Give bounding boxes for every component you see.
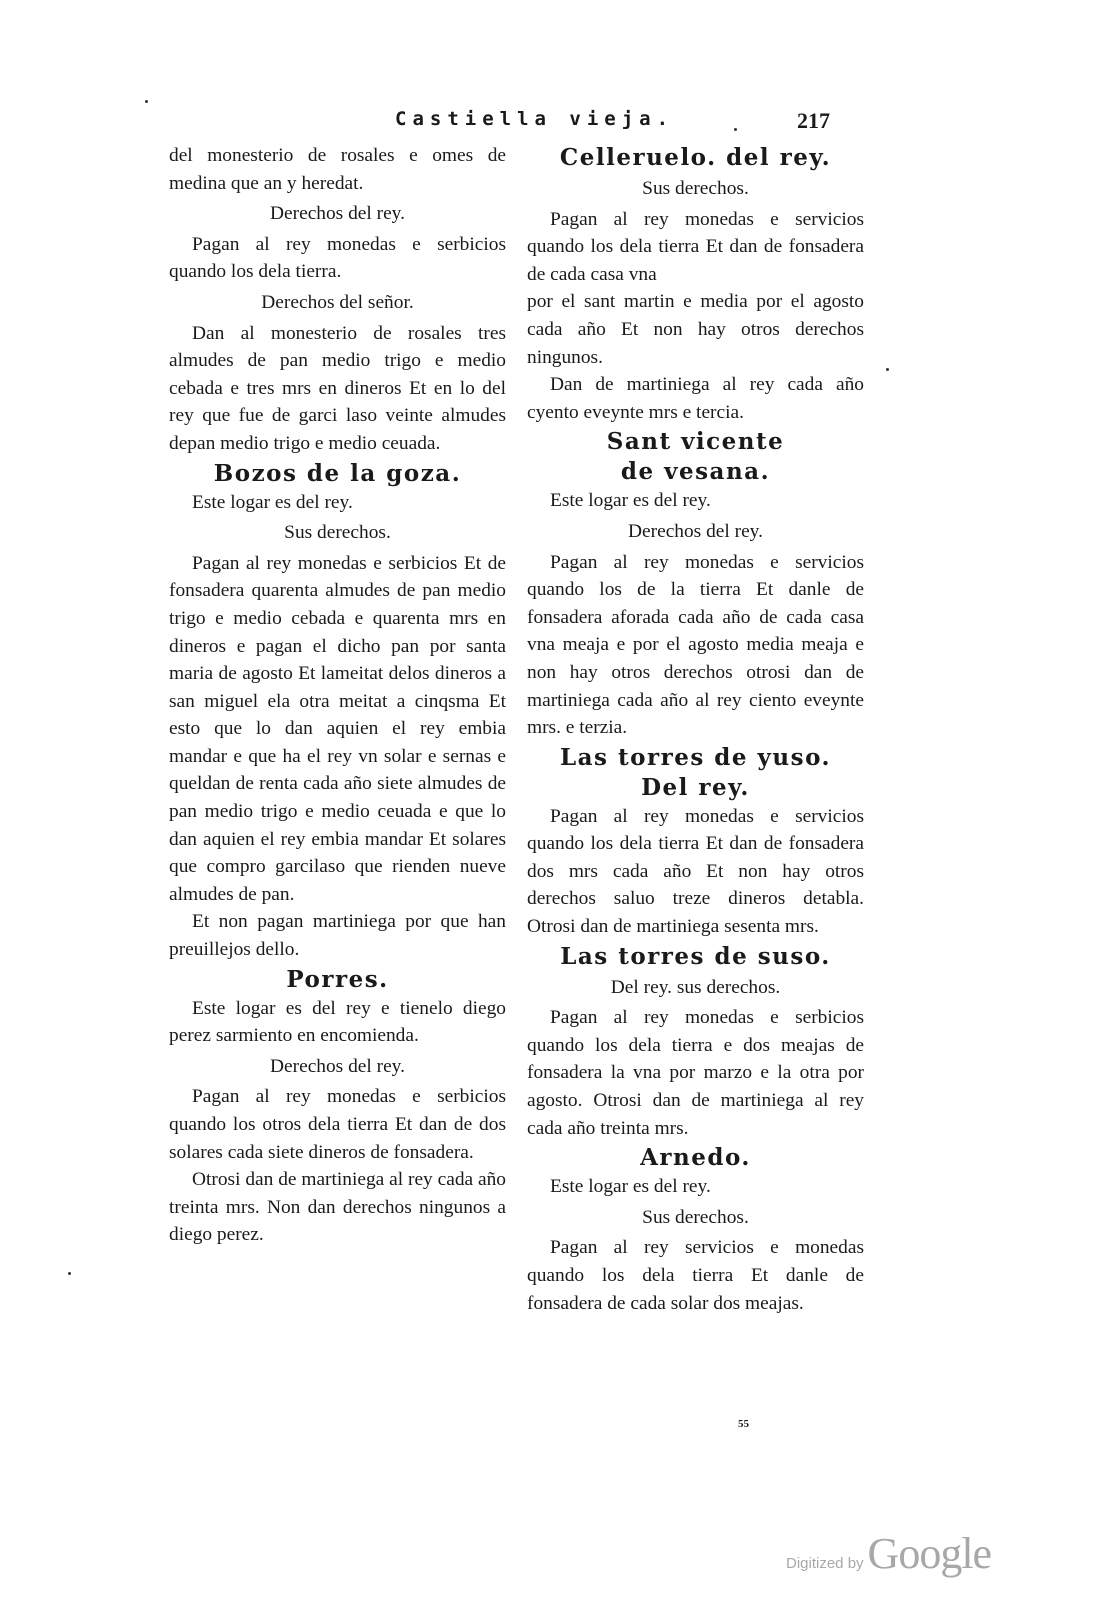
subheading: Sus derechos. <box>642 178 749 199</box>
paragraph: Pagan al rey monedas e serbicios quando los otros dela tierra Et dan de dos solares cada siete dineros de fonsadera. <box>169 1086 506 1163</box>
section-heading: Porres. <box>286 965 389 993</box>
subheading: Del rey. sus derechos. <box>610 976 781 998</box>
paragraph: Este logar es del rey. <box>192 491 353 513</box>
running-title: Castiella vieja. <box>395 108 675 130</box>
paragraph: Et non pagan martiniega por que han preuillejos dello. <box>169 911 506 961</box>
dust-speck <box>145 100 148 103</box>
paragraph: Pagan al rey servicios e monedas quando los dela tierra Et danle de fonsadera de cada solar dos meajas. <box>527 1237 864 1314</box>
paragraph: Este logar es del rey e tienelo diego perez sarmiento en encomienda. <box>169 997 506 1047</box>
section-heading: Del rey. <box>641 773 750 801</box>
paragraph: Este logar es del rey. <box>550 490 711 512</box>
paragraph: Este logar es del rey. <box>550 1176 711 1198</box>
section-heading: Bozos de la goza. <box>213 459 462 487</box>
subheading: Derechos del rey. <box>270 203 405 225</box>
subheading: Sus derechos. <box>284 522 391 544</box>
page-number: 217 <box>797 108 830 133</box>
section-heading: Sant vicente <box>606 428 785 456</box>
right-column <box>527 142 864 1317</box>
subheading: Derechos del rey. <box>270 1055 405 1077</box>
section-heading: de vesana. <box>620 458 771 486</box>
section-heading: Las torres de yuso. <box>559 743 832 771</box>
signature-mark: 55 <box>738 1418 749 1430</box>
dust-speck <box>886 368 889 371</box>
paragraph: Pagan al rey monedas e serbicios Et de fonsadera quarenta almudes de pan medio trigo e medio cebada e quarenta mrs en dineros e pagan el dicho pan por santa maria de agosto Et lameitat delos dineros a san miguel ela otra meitat a cinqsma Et esto que lo dan aquien el rey embia mandar e que ha el rey vn solar e sernas e queldan de renta cada año siete almudes de pan medio trigo e medio ceuada e que lo dan aquien el rey embia mandar Et solares que compro garcilaso que rienden nueve almudes de pan. <box>169 552 506 905</box>
google-watermark <box>786 1528 991 1579</box>
paragraph: Dan de martiniega al rey cada año cyento eveynte mrs e tercia. <box>527 374 864 423</box>
dust-speck <box>68 1272 71 1275</box>
paragraph: del monesterio de rosales e omes de medina que an y heredat. <box>169 145 506 194</box>
subheading: Sus derechos. <box>642 1206 749 1228</box>
left-column <box>169 142 506 1249</box>
section-heading: Celleruelo. del rey. <box>559 144 832 171</box>
subheading: Derechos del señor. <box>261 291 414 313</box>
paragraph: Pagan al rey monedas e servicios quando los dela tierra Et dan de fonsadera dos mrs cada año Et non hay otros derechos saluo treze dineros detabla. Otrosi dan de martiniega sesenta mrs. <box>527 805 864 938</box>
section-heading: Las torres de suso. <box>560 942 831 970</box>
paragraph: Pagan al rey monedas e serbicios quando los dela tierra e dos meajas de fonsadera la vna por marzo e la otra por agosto. Otrosi dan de martiniega al rey cada año treinta mrs. <box>527 1007 864 1139</box>
paragraph: Otrosi dan de martiniega al rey cada año treinta mrs. Non dan derechos ningunos a diego perez. <box>169 1169 506 1246</box>
paragraph: Pagan al rey monedas e servicios quando los dela tierra Et dan de fonsadera de cada casa vna <box>527 208 864 285</box>
subheading: Derechos del rey. <box>628 520 763 542</box>
paragraph: Dan al monesterio de rosales tres almudes de pan medio trigo e medio cebada e tres mrs en dineros Et en lo del rey que fue de garci laso veinte almudes depan medio trigo e medio ceuada. <box>169 322 506 454</box>
watermark-prefix: Digitized by <box>786 1555 864 1572</box>
watermark-logo: Google <box>867 1529 992 1578</box>
paragraph: Pagan al rey monedas e servicios quando los de la tierra Et danle de fonsadera aforada cada año de cada casa vna meaja e por el agosto media meaja e non hay otros derechos otrosi dan de martiniega cada año al rey ciento eveynte mrs. e terzia. <box>527 551 864 739</box>
section-heading: Arnedo. <box>640 1144 751 1172</box>
dust-speck <box>734 128 737 131</box>
page-header <box>170 108 860 138</box>
paragraph: por el sant martin e media por el agosto cada año Et non hay otros derechos ningunos. <box>527 291 864 368</box>
paragraph: Pagan al rey monedas e serbicios quando los dela tierra. <box>169 233 506 283</box>
